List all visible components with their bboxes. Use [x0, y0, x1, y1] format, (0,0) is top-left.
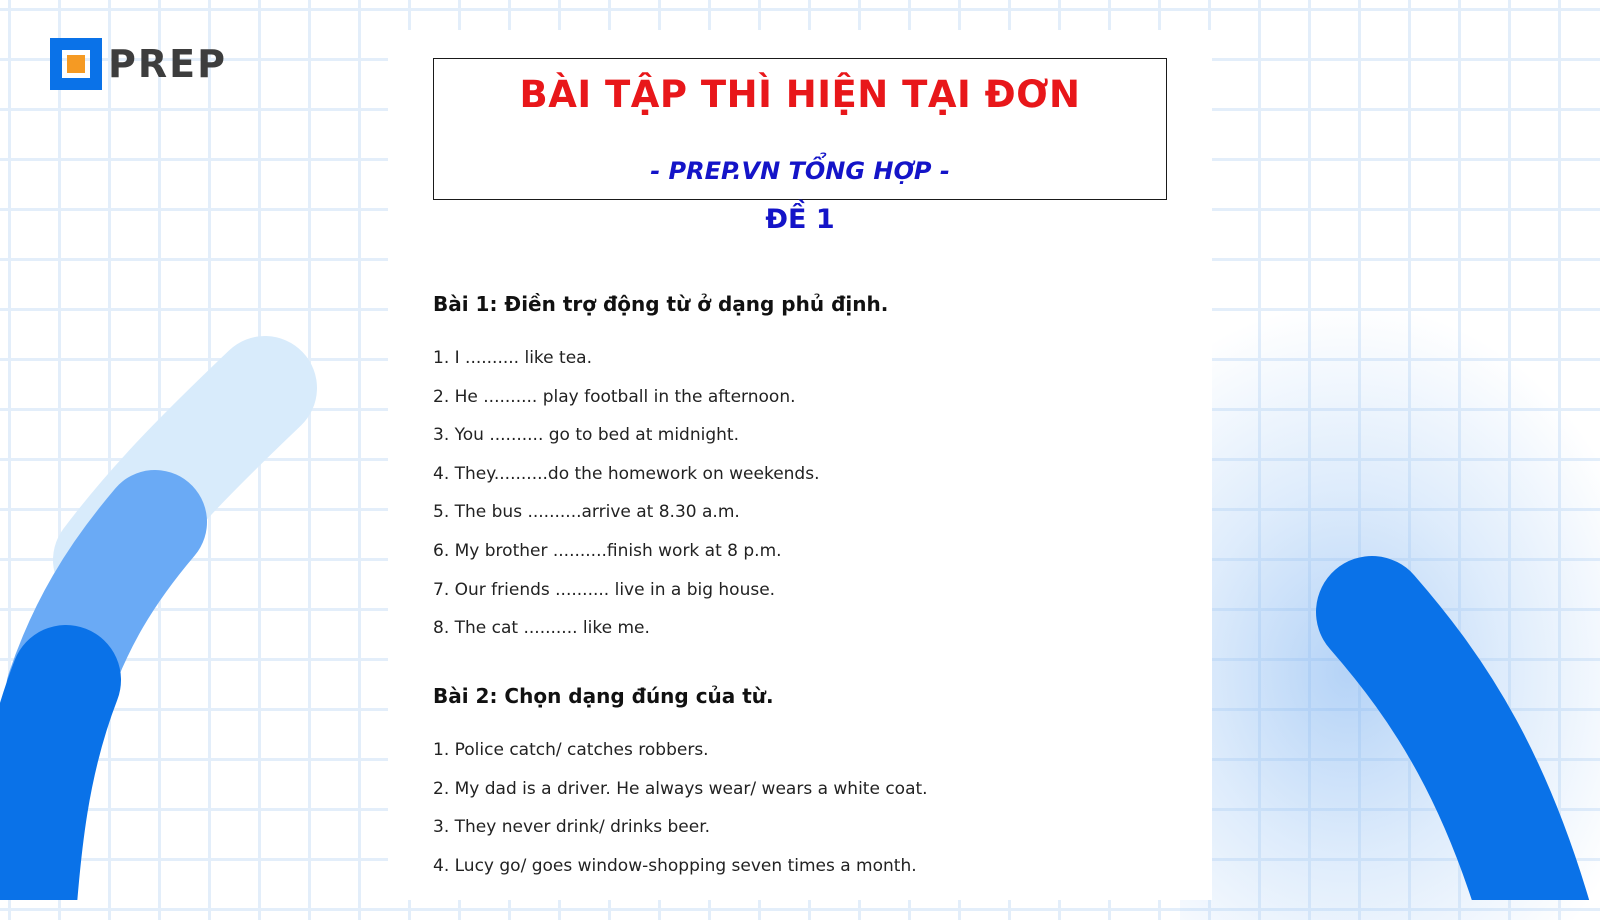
- exercise-item: 8. The cat .......... like me.: [433, 618, 650, 639]
- exercise-list-2: [433, 740, 928, 894]
- prep-logo-icon: [50, 38, 102, 90]
- exercise-set-label: ĐỀ 1: [765, 204, 835, 235]
- exercise-item: 2. My dad is a driver. He always wear/ wears a white coat.: [433, 778, 928, 799]
- exercise-item: 1. I .......... like tea.: [433, 348, 592, 368]
- exercise-item: 3. They never drink/ drinks beer.: [433, 817, 711, 838]
- exercise-list-1: [433, 348, 819, 657]
- dark-blue-arc-right: [1372, 612, 1545, 900]
- worksheet-title: BÀI TẬP THÌ HIỆN TẠI ĐƠN: [519, 73, 1081, 116]
- exercise-item: 5. The bus ..........arrive at 8.30 a.m.: [433, 502, 740, 523]
- exercise-item: 4. Lucy go/ goes window-shopping seven times a month.: [433, 855, 917, 876]
- exercise-item: 1. Police catch/ catches robbers.: [433, 740, 709, 760]
- section-heading-1: Bài 1: Điền trợ động từ ở dạng phủ định.: [433, 292, 889, 316]
- exercise-item: 7. Our friends .......... live in a big house.: [433, 579, 776, 600]
- exercise-item: 3. You .......... go to bed at midnight.: [433, 425, 739, 446]
- exercise-item: 2. He .......... play football in the afternoon.: [433, 386, 796, 407]
- section-heading-2: Bài 2: Chọn dạng đúng của từ.: [433, 684, 774, 708]
- exercise-item: 6. My brother ..........finish work at 8 p.m.: [433, 540, 782, 561]
- prep-logo[interactable]: [50, 38, 227, 90]
- logo-text: PREP: [108, 42, 227, 86]
- exercise-item: 4. They..........do the homework on weekends.: [433, 463, 820, 484]
- worksheet-page: [388, 30, 1212, 900]
- worksheet-subtitle: - PREP.VN TỔNG HỢP -: [650, 157, 950, 185]
- title-box: [433, 58, 1167, 200]
- dark-blue-arc-left: [18, 680, 66, 900]
